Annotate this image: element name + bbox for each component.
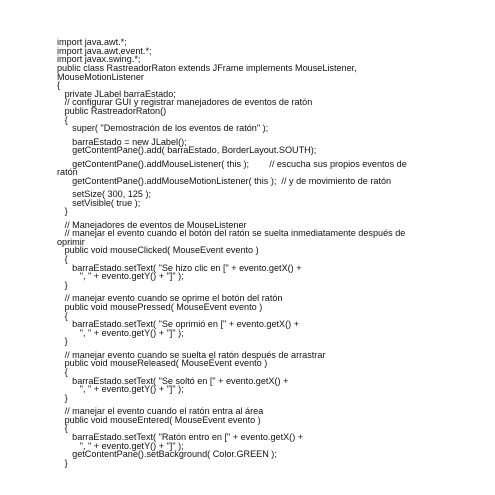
code-line: getContentPane().addMouseListener( this ); // escucha sus propios eventos de [57, 158, 407, 169]
code-line: import javax.swing.*; [57, 54, 141, 65]
code-line: { [57, 114, 68, 125]
code-line: public void mousePressed( MouseEvent evento ) [57, 301, 263, 312]
code-line: ", " + evento.getY() + "]" ); [57, 327, 184, 338]
code-line: barraEstado.setText( "Se oprimió en [" + evento.getX() + [57, 319, 300, 330]
code-line: { [57, 366, 68, 377]
code-line: { [57, 80, 61, 91]
code-line: ratón [57, 167, 78, 178]
code-line: { [57, 423, 68, 434]
code-line: barraEstado.setText( "Se soltó en [" + evento.getX() + [57, 375, 289, 386]
code-line: barraEstado = new JLabel(); [57, 136, 187, 147]
code-line: getContentPane().setBackground( Color.GREEN ); [57, 449, 277, 460]
code-line: { [57, 254, 68, 265]
code-line: } [57, 280, 68, 291]
code-line: } [57, 206, 68, 217]
code-line: } [57, 457, 68, 468]
code-line: ", " + evento.getY() + "]" ); [57, 271, 184, 282]
code-line: MouseMotionListener [57, 71, 144, 82]
code-line: } [57, 336, 68, 347]
code-line: import java.awt.event.*; [57, 45, 152, 56]
code-line: // manejar evento cuando se oprime el botón del ratón [57, 293, 283, 304]
code-line: setSize( 300, 125 ); [57, 189, 152, 200]
code-line: // Manejadores de eventos de MouseListener [57, 219, 247, 230]
code-line: ", " + evento.getY() + "]" ); [57, 384, 184, 395]
code-line: public class RastreadorRaton extends JFrame implements MouseListener, [57, 62, 357, 73]
code-line: // manejar evento cuando se suelta el ratón después de arrastrar [57, 349, 326, 360]
code-line: getContentPane().addMouseMotionListener( this ); // y de movimiento de ratón [57, 175, 392, 186]
code-line: public void mouseReleased( MouseEvent evento ) [57, 358, 268, 369]
code-line: { [57, 310, 68, 321]
code-line: public void mouseEntered( MouseEvent evento ) [57, 414, 261, 425]
code-line: private JLabel barraEstado; [57, 88, 176, 99]
code-line: public void mouseClicked( MouseEvent evento ) [57, 245, 259, 256]
code-line: barraEstado.setText( "Se hizo clic en [" + evento.getX() + [57, 262, 302, 273]
code-line: public RastreadorRaton() [57, 106, 167, 117]
code-line: getContentPane().add( barraEstado, BorderLayout.SOUTH); [57, 145, 317, 156]
code-line: // manejar el evento cuando el ratón entra al área [57, 406, 264, 417]
code-line: oprimir [57, 236, 85, 247]
code-line: import java.awt.*; [57, 37, 127, 47]
code-line: // configurar GUI y registrar manejadores de eventos de ratón [57, 97, 313, 108]
code-line: // manejar el evento cuando el botón del ratón se suelta inmediatamente después de [57, 228, 406, 239]
code-line: setVisible( true ); [57, 197, 141, 208]
code-listing [57, 38, 452, 468]
code-line: } [57, 392, 68, 403]
code-line: ", " + evento.getY() + "]" ); [57, 440, 184, 451]
code-line: barraEstado.setText( "Ratón entro en [" + evento.getX() + [57, 432, 304, 443]
code-line: super( "Demostración de los eventos de ratón" ); [57, 123, 269, 134]
